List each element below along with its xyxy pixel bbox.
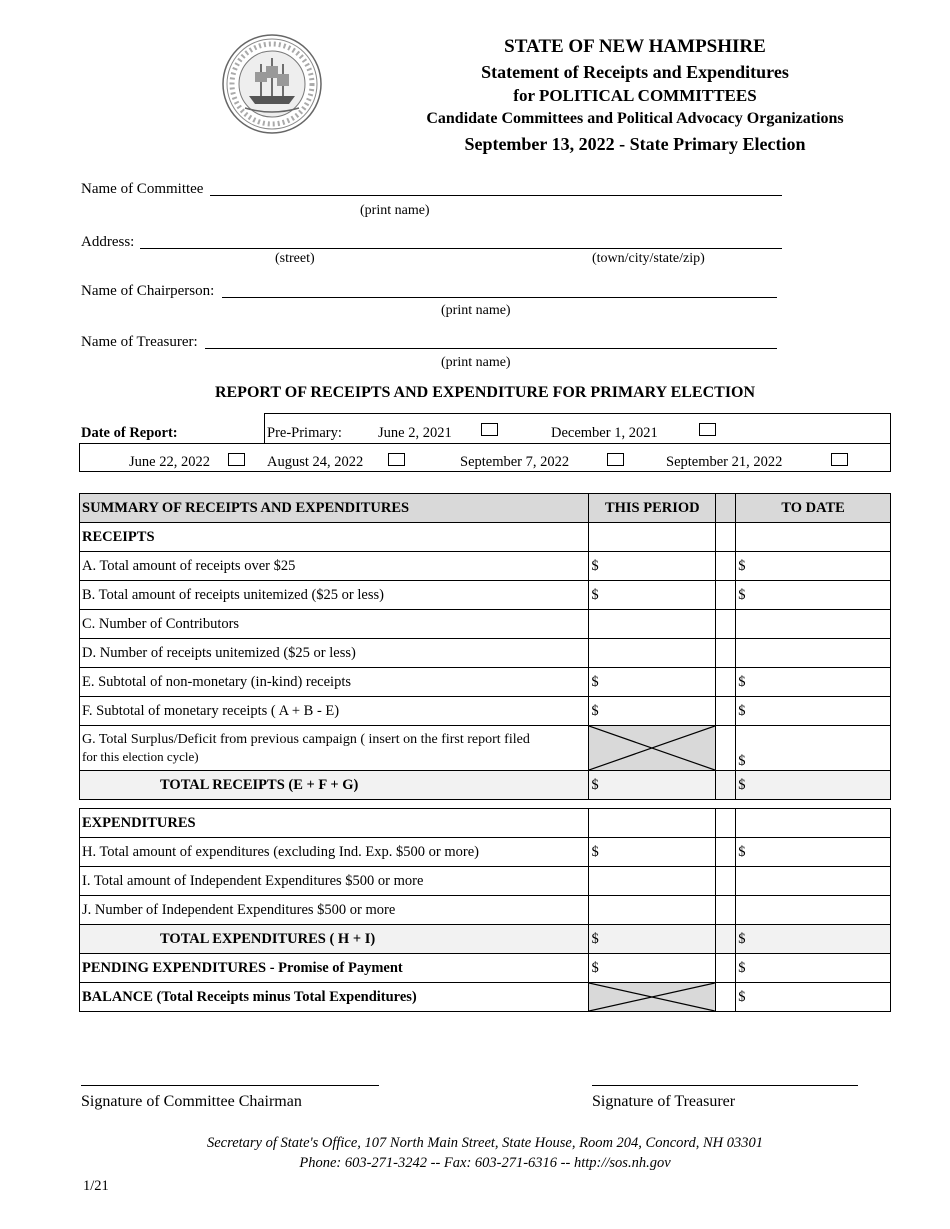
- header-election: September 13, 2022 - State Primary Election: [464, 134, 806, 154]
- receipts-heading: RECEIPTS: [80, 523, 589, 552]
- state-seal: [221, 34, 323, 134]
- address-label: Address:: [81, 234, 135, 250]
- row-g-text-2: for this election cycle): [82, 748, 199, 764]
- table-row: [80, 838, 891, 867]
- chairman-signature-line[interactable]: [81, 1085, 379, 1086]
- balance-this-period-crossed: [589, 983, 716, 1012]
- row-i-label: I. Total amount of Independent Expenditures $500 or more: [80, 867, 589, 896]
- row-e-this-period[interactable]: $: [589, 668, 716, 697]
- date-of-report-label: Date of Report:: [81, 425, 178, 441]
- header-committees: Candidate Committees and Political Advocacy Organizations: [426, 110, 844, 127]
- address-street-hint: (street): [275, 251, 315, 266]
- expenditures-heading: EXPENDITURES: [80, 809, 589, 838]
- checkbox-september-21-2022[interactable]: [831, 453, 848, 466]
- checkbox-december-1-2021[interactable]: [699, 423, 716, 436]
- total-receipts-to-date[interactable]: $: [736, 771, 891, 800]
- committee-hint: (print name): [360, 203, 430, 218]
- col-to-date: TO DATE: [736, 494, 891, 523]
- row-c-label: C. Number of Contributors: [80, 610, 589, 639]
- date-december-1-2021: December 1, 2021: [551, 425, 658, 441]
- pending-this-period[interactable]: $: [589, 954, 716, 983]
- table-row: [80, 552, 891, 581]
- checkbox-september-7-2022[interactable]: [607, 453, 624, 466]
- date-june-22-2022: June 22, 2022: [129, 454, 210, 470]
- summary-heading: SUMMARY OF RECEIPTS AND EXPENDITURES: [80, 494, 589, 523]
- date-august-24-2022: August 24, 2022: [267, 454, 364, 470]
- treasurer-signature-label: Signature of Treasurer: [592, 1093, 736, 1110]
- row-d-label: D. Number of receipts unitemized ($25 or less): [80, 639, 589, 668]
- chairperson-field[interactable]: [222, 282, 777, 298]
- row-f-this-period[interactable]: $: [589, 697, 716, 726]
- report-title: REPORT OF RECEIPTS AND EXPENDITURE FOR PRIMARY ELECTION: [214, 384, 756, 401]
- header-subtitle: for POLITICAL COMMITTEES: [513, 86, 757, 105]
- address-town-hint: (town/city/state/zip): [592, 251, 705, 266]
- footer-address: Secretary of State's Office, 107 North Main Street, State House, Room 204, Concord, NH 03301: [206, 1135, 764, 1151]
- row-e-label: E. Subtotal of non-monetary (in-kind) receipts: [80, 668, 589, 697]
- treasurer-signature-line[interactable]: [592, 1085, 858, 1086]
- balance-to-date[interactable]: $: [736, 983, 891, 1012]
- row-g-this-period-crossed: [589, 726, 716, 771]
- footer-contact: Phone: 603-271-3242 -- Fax: 603-271-6316 -- http://sos.nh.gov: [299, 1155, 671, 1171]
- expenditures-table: [79, 808, 891, 1012]
- table-row: [80, 668, 891, 697]
- row-b-this-period[interactable]: $: [589, 581, 716, 610]
- row-f-label: F. Subtotal of monetary receipts ( A + B - E): [80, 697, 589, 726]
- table-row: [80, 726, 891, 771]
- pre-primary-label: Pre-Primary:: [267, 425, 342, 441]
- header-title: Statement of Receipts and Expenditures: [481, 62, 789, 82]
- table-row: [80, 983, 891, 1012]
- row-c-this-period[interactable]: [589, 610, 716, 639]
- treasurer-label: Name of Treasurer:: [81, 334, 198, 350]
- pending-expenditures-label: PENDING EXPENDITURES - Promise of Payment: [80, 954, 589, 983]
- total-receipts-this-period[interactable]: $: [589, 771, 716, 800]
- row-b-to-date[interactable]: $: [736, 581, 891, 610]
- row-b-label: B. Total amount of receipts unitemized ($25 or less): [80, 581, 589, 610]
- col-this-period: THIS PERIOD: [589, 494, 716, 523]
- table-row: [80, 896, 891, 925]
- table-row: [80, 867, 891, 896]
- table-row: [80, 523, 891, 552]
- row-j-label: J. Number of Independent Expenditures $500 or more: [80, 896, 589, 925]
- checkbox-june-22-2022[interactable]: [228, 453, 245, 466]
- total-receipts-label: TOTAL RECEIPTS (E + F + G): [80, 771, 589, 800]
- cross-mark-icon: [589, 983, 715, 1011]
- treasurer-field[interactable]: [205, 333, 777, 349]
- committee-label: Name of Committee: [81, 181, 204, 197]
- chairperson-hint: (print name): [441, 303, 511, 318]
- date-june-2-2021: June 2, 2021: [378, 425, 452, 441]
- table-row: [80, 639, 891, 668]
- row-h-label: H. Total amount of expenditures (excluding Ind. Exp. $500 or more): [80, 838, 589, 867]
- chairman-signature-label: Signature of Committee Chairman: [81, 1093, 302, 1110]
- row-g-to-date[interactable]: $: [736, 726, 891, 771]
- table-row: [80, 954, 891, 983]
- row-d-this-period[interactable]: [589, 639, 716, 668]
- table-header-row: [80, 494, 891, 523]
- row-d-to-date[interactable]: [736, 639, 891, 668]
- cross-mark-icon: [589, 726, 715, 770]
- table-row: [80, 771, 891, 800]
- row-g-label: [80, 726, 589, 771]
- table-row: [80, 581, 891, 610]
- row-j-this-period[interactable]: [589, 896, 716, 925]
- row-h-to-date[interactable]: $: [736, 838, 891, 867]
- treasurer-hint: (print name): [441, 355, 511, 370]
- date-september-7-2022: September 7, 2022: [460, 454, 570, 470]
- table-row: [80, 925, 891, 954]
- row-a-label: A. Total amount of receipts over $25: [80, 552, 589, 581]
- row-g-text-1: G. Total Surplus/Deficit from previous campaign ( insert on the first report filed: [82, 732, 530, 748]
- date-september-21-2022: September 21, 2022: [666, 454, 783, 470]
- committee-name-field[interactable]: [210, 180, 782, 196]
- total-expenditures-to-date[interactable]: $: [736, 925, 891, 954]
- row-a-to-date[interactable]: $: [736, 552, 891, 581]
- row-f-to-date[interactable]: $: [736, 697, 891, 726]
- table-row: [80, 610, 891, 639]
- pending-to-date[interactable]: $: [736, 954, 891, 983]
- total-expenditures-label: TOTAL EXPENDITURES ( H + I): [80, 925, 589, 954]
- chairperson-label: Name of Chairperson:: [81, 283, 215, 299]
- row-a-this-period[interactable]: $: [589, 552, 716, 581]
- receipts-table: [79, 493, 891, 800]
- address-field[interactable]: [140, 233, 782, 249]
- total-expenditures-this-period[interactable]: $: [589, 925, 716, 954]
- row-e-to-date[interactable]: $: [736, 668, 891, 697]
- table-row: [80, 809, 891, 838]
- header-state: STATE OF NEW HAMPSHIRE: [504, 36, 766, 57]
- form-version: 1/21: [83, 1178, 109, 1194]
- balance-label: BALANCE (Total Receipts minus Total Expenditures): [80, 983, 589, 1012]
- row-j-to-date[interactable]: [736, 896, 891, 925]
- row-i-this-period[interactable]: [589, 867, 716, 896]
- table-row: [80, 697, 891, 726]
- row-c-to-date[interactable]: [736, 610, 891, 639]
- row-i-to-date[interactable]: [736, 867, 891, 896]
- row-h-this-period[interactable]: $: [589, 838, 716, 867]
- checkbox-june-2-2021[interactable]: [481, 423, 498, 436]
- checkbox-august-24-2022[interactable]: [388, 453, 405, 466]
